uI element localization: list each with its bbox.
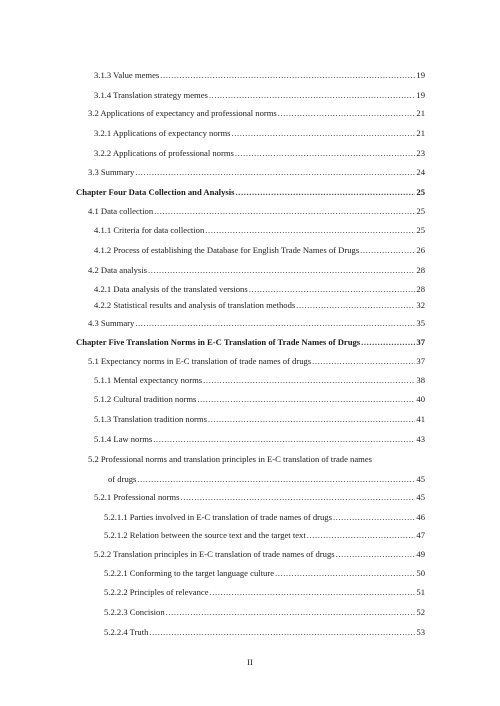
toc-leader-dots [232, 128, 416, 139]
toc-entry-page: 43 [416, 434, 425, 444]
toc-entry-page: 51 [416, 587, 425, 597]
toc-entry-label: 3.1.3 Value memes [94, 70, 160, 80]
toc-entry-label: 4.1.1 Criteria for data collection [94, 225, 205, 235]
toc-entry-label: 4.1.2 Process of establishing the Database for English Trade Names of Drugs [94, 245, 360, 255]
toc-leader-dots [210, 587, 416, 598]
toc-leader-dots [180, 492, 415, 503]
toc-leader-dots [166, 607, 416, 618]
toc-entry-page: 21 [416, 128, 425, 138]
toc-leader-dots [307, 530, 416, 541]
toc-entry[interactable] [94, 148, 425, 159]
toc-leader-dots [360, 245, 415, 256]
toc-entry-page: 41 [416, 414, 425, 424]
toc-entry[interactable] [94, 300, 425, 311]
toc-entry-label: 5.1.1 Mental expectancy norms [94, 375, 203, 385]
toc-entry-page: 45 [416, 492, 425, 502]
toc-entry-page: 28 [416, 284, 425, 294]
toc-leader-dots [137, 474, 415, 485]
toc-entry[interactable] [104, 530, 425, 541]
toc-leader-dots [361, 337, 415, 348]
toc-entry-page: 38 [416, 375, 425, 385]
toc-leader-dots [275, 568, 415, 579]
toc-entry[interactable] [76, 337, 425, 348]
toc-entry-label: 5.2.1.1 Parties involved in E-C translation of trade names of drugs [104, 512, 332, 522]
toc-leader-dots [197, 394, 415, 405]
toc-entry-page: 50 [416, 568, 425, 578]
toc-entry[interactable] [104, 607, 425, 618]
toc-entry-page: 37 [416, 356, 425, 366]
toc-leader-dots [148, 265, 415, 276]
toc-entry-label: 3.2.1 Applications of expectancy norms [94, 128, 231, 138]
toc-entry-label: 4.3 Summary [88, 318, 135, 328]
toc-entry-label: 5.1.4 Law norms [94, 434, 153, 444]
toc-entry-page: 37 [416, 337, 425, 347]
toc-entry[interactable] [88, 454, 425, 465]
toc-entry-label: 5.2.2.4 Truth [104, 627, 149, 637]
toc-entry[interactable] [88, 206, 425, 217]
toc-entry[interactable] [94, 434, 425, 445]
toc-entry-page: 45 [416, 474, 425, 484]
toc-entry[interactable] [94, 375, 425, 386]
toc-entry-label: 3.3 Summary [88, 167, 135, 177]
toc-leader-dots [203, 375, 415, 386]
toc-entry-page: 21 [416, 108, 425, 118]
toc-entry[interactable] [94, 414, 425, 425]
toc-entry[interactable] [94, 128, 425, 139]
toc-leader-dots [149, 627, 415, 638]
toc-entry-label: 5.2.1.2 Relation between the source text and the target text [104, 530, 306, 540]
toc-entry-label: 3.2.2 Applications of professional norms [94, 148, 234, 158]
toc-entry[interactable] [104, 587, 425, 598]
toc-entry[interactable] [88, 265, 425, 276]
toc-entry-page: 28 [416, 265, 425, 275]
toc-entry-page: 26 [416, 245, 425, 255]
toc-entry-page: 49 [416, 549, 425, 559]
toc-entry[interactable] [94, 549, 425, 560]
page-number-footer: II [247, 657, 253, 667]
toc-leader-dots [208, 414, 415, 425]
toc-entry-label: 3.2 Applications of expectancy and professional norms [88, 108, 277, 118]
toc-entry-label: 5.1.3 Translation tradition norms [94, 414, 207, 424]
toc-entry[interactable] [88, 318, 425, 329]
toc-leader-dots [336, 549, 416, 560]
toc-entry[interactable] [94, 284, 425, 295]
toc-leader-dots [209, 90, 416, 101]
toc-leader-dots [235, 187, 415, 198]
toc-entry-page: 46 [416, 512, 425, 522]
toc-leader-dots [160, 70, 415, 81]
toc-entry-page: 24 [416, 167, 425, 177]
toc-leader-dots [312, 356, 415, 367]
toc-entry-page: 53 [416, 627, 425, 637]
toc-leader-dots [205, 225, 415, 236]
toc-leader-dots [249, 284, 416, 295]
toc-entry[interactable] [76, 187, 425, 198]
toc-entry-page: 32 [416, 300, 425, 310]
toc-leader-dots [135, 167, 415, 178]
toc-entry-page: 23 [416, 148, 425, 158]
toc-entry[interactable] [104, 512, 425, 523]
toc-entry[interactable] [94, 70, 425, 81]
toc-entry-label: Chapter Five Translation Norms in E-C Translation of Trade Names of Drugs [76, 337, 361, 347]
toc-entry-label: 5.1 Expectancy norms in E-C translation of trade names of drugs [88, 356, 312, 366]
toc-leader-dots [235, 148, 416, 159]
toc-leader-dots [154, 206, 415, 217]
toc-entry[interactable] [94, 245, 425, 256]
toc-entry-label: of drugs [108, 474, 137, 484]
toc-leader-dots [278, 108, 416, 119]
toc-entry[interactable] [94, 90, 425, 101]
toc-entry-label: 5.2.2.3 Concision [104, 607, 165, 617]
toc-entry-page: 40 [416, 394, 425, 404]
toc-entry-page: 19 [416, 70, 425, 80]
toc-entry-page: 25 [416, 187, 425, 197]
toc-entry-page: 19 [416, 90, 425, 100]
toc-entry-page: 25 [416, 225, 425, 235]
toc-entry[interactable] [108, 474, 425, 485]
toc-entry-page: 25 [416, 206, 425, 216]
toc-entry[interactable] [94, 394, 425, 405]
toc-leader-dots [333, 512, 415, 523]
toc-entry-label: 5.2.2.1 Conforming to the target language culture [104, 568, 275, 578]
toc-entry-label: 3.1.4 Translation strategy memes [94, 90, 208, 100]
toc-leader-dots [135, 318, 415, 329]
toc-entry-label: 4.2 Data analysis [88, 265, 147, 275]
toc-entry-page: 47 [416, 530, 425, 540]
toc-entry-label: 5.2.2 Translation principles in E-C translation of trade names of drugs [94, 549, 335, 559]
toc-entry-label: 4.1 Data collection [88, 206, 154, 216]
toc-entry-label: 4.2.2 Statistical results and analysis of translation methods [94, 300, 296, 310]
toc-entry[interactable] [88, 356, 425, 367]
toc-entry[interactable] [94, 225, 425, 236]
toc-entry-label: 4.2.1 Data analysis of the translated versions [94, 284, 248, 294]
toc-entry-page: 52 [416, 607, 425, 617]
toc-entry[interactable] [104, 568, 425, 579]
toc-entry[interactable] [104, 627, 425, 638]
toc-entry-label: 5.2.2.2 Principles of relevance [104, 587, 209, 597]
toc-leader-dots [296, 300, 415, 311]
toc-entry-page: 35 [416, 318, 425, 328]
toc-entry-label: 5.1.2 Cultural tradition norms [94, 394, 197, 404]
toc-leader-dots [153, 434, 415, 445]
toc-entry[interactable] [88, 108, 425, 119]
toc-entry-label: 5.2 Professional norms and translation principles in E-C translation of trade names [88, 454, 373, 464]
toc-entry-label: Chapter Four Data Collection and Analysis [76, 187, 235, 197]
toc-entry[interactable] [88, 167, 425, 178]
toc-entry[interactable] [94, 492, 425, 503]
toc-entry-label: 5.2.1 Professional norms [94, 492, 180, 502]
